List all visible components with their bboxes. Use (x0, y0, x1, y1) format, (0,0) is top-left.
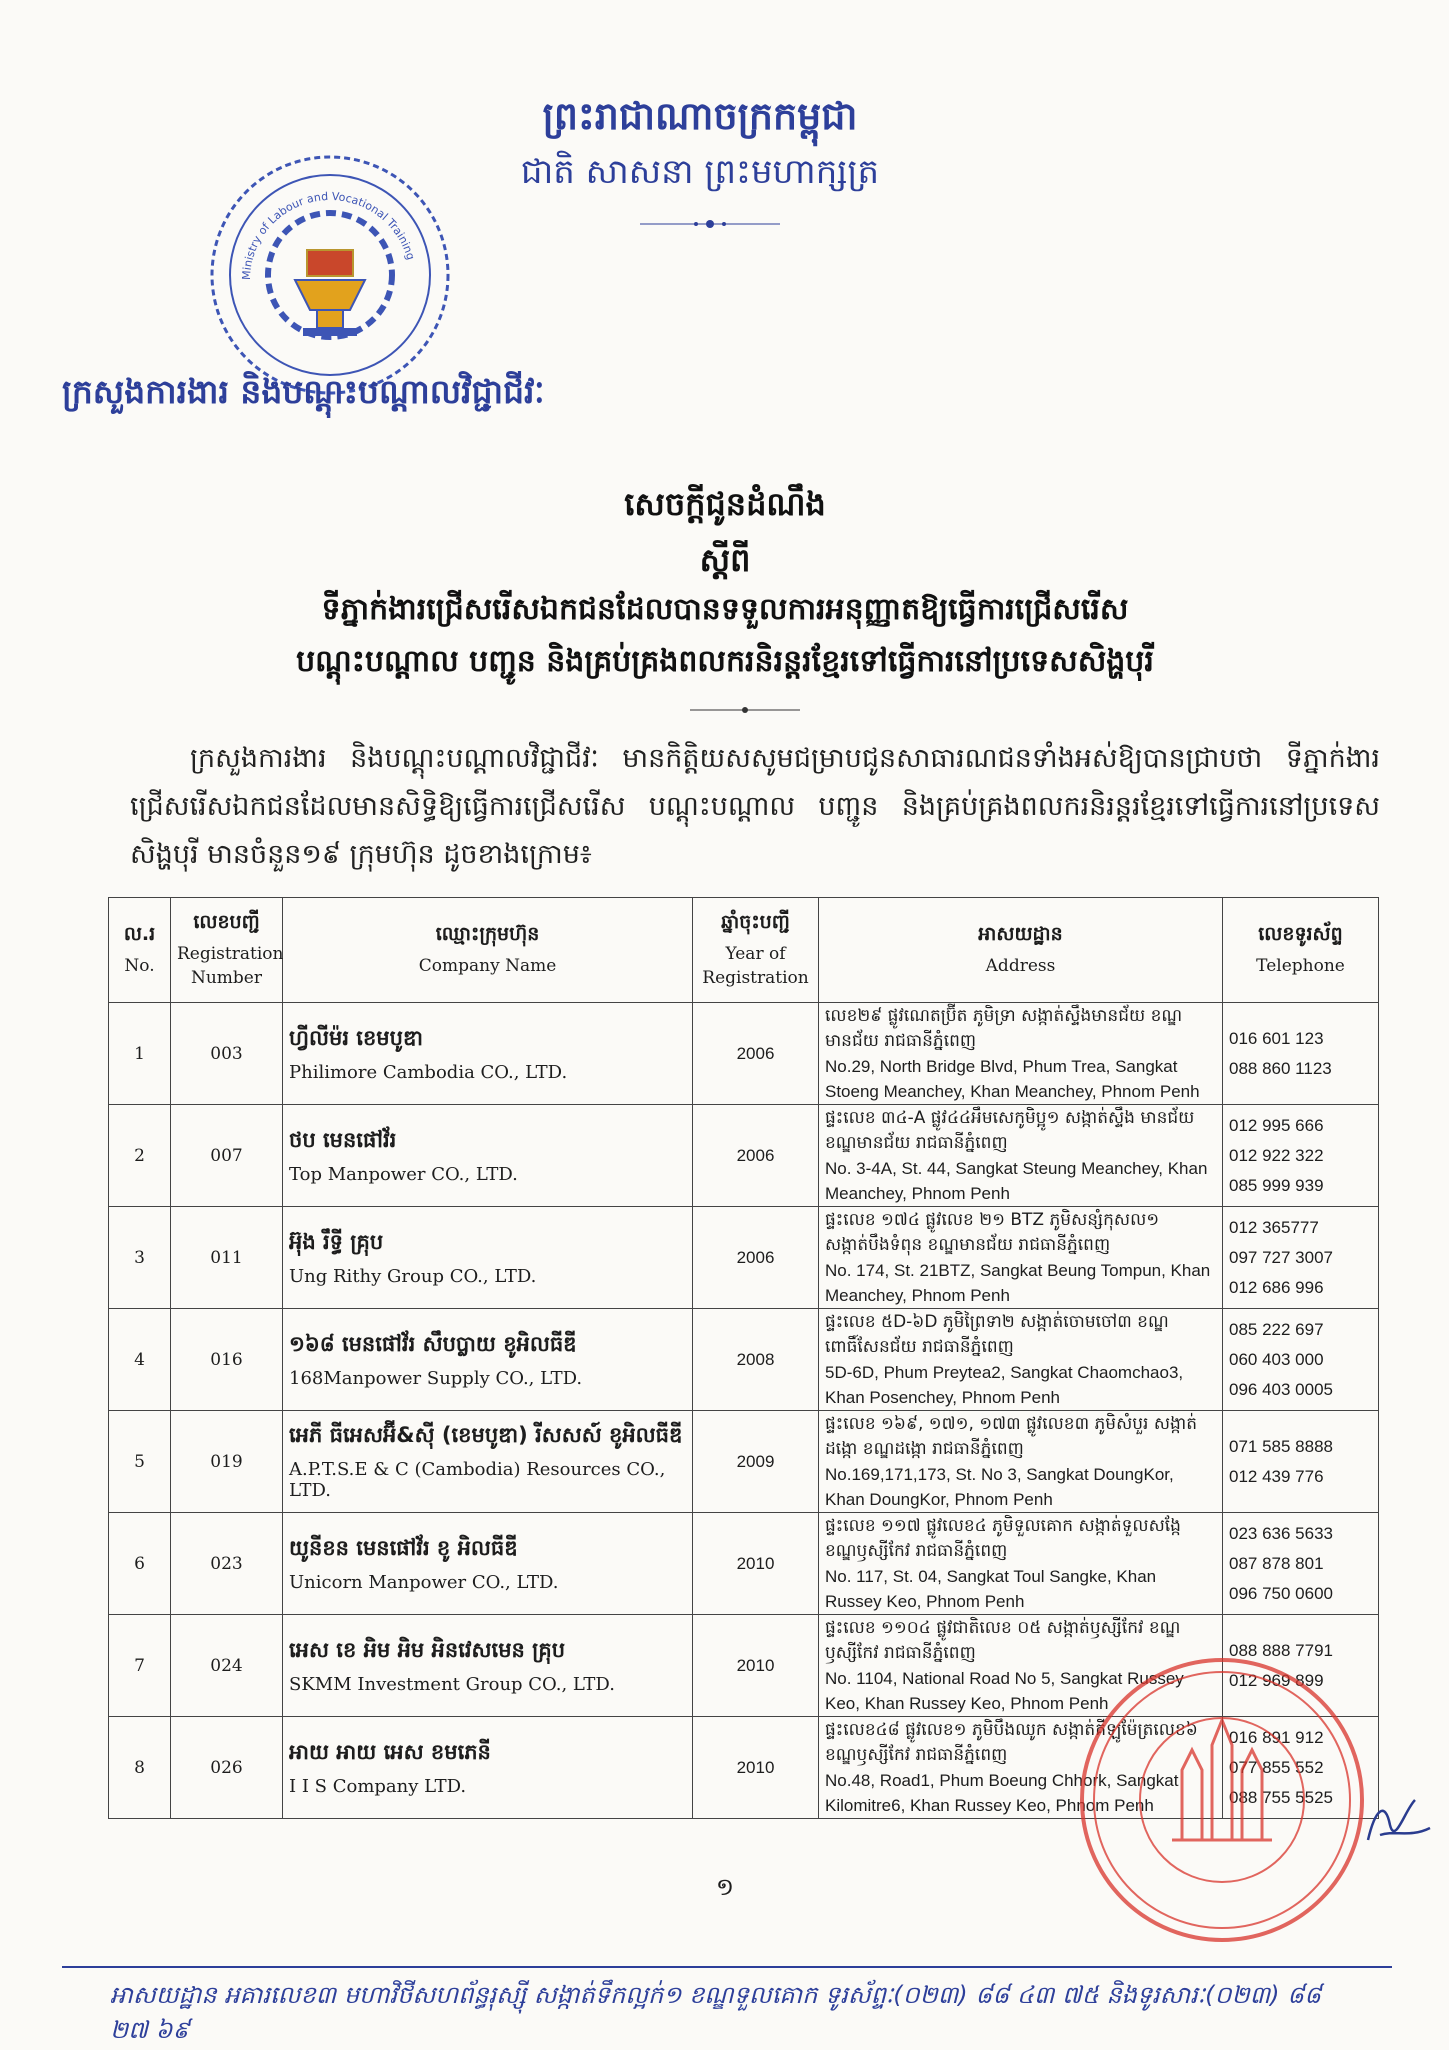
row-number: 6 (109, 1513, 171, 1615)
registration-year: 2006 (693, 1207, 819, 1309)
registration-number: 003 (171, 1003, 283, 1105)
table-row (109, 1717, 1379, 1819)
notice-subject-line-1: ទីភ្នាក់ងារជ្រើសរើសឯកជនដែលបានទទួលការអនុញ្ញាតឱ្យធ្វើការជ្រើសរើស (321, 592, 1129, 627)
table-row (109, 1411, 1379, 1513)
company-address: ផ្ទះលេខ ១១៧ ផ្លូវលេខ៤ ភូមិទួលគោក សង្កាត់ទួលសង្កែ ខណ្ឌឫស្សីកែវ រាជធានីភ្នំពេញ No. 117, St. 04, Sangkat Toul Sangke, Khan Russey Keo, Phnom Penh (819, 1513, 1223, 1615)
company-address: ផ្ទះលេខ៤៨ ផ្លូវលេខ១ ភូមិបឹងឈូក សង្កាត់គីឡូម៉ែត្រលេខ៦ ខណ្ឌឫស្សីកែវ រាជធានីភ្នំពេញ No.48, Road1, Phum Boeung Chhork, Sangkat Kilomitre6, Khan Russey Keo, Phnom Penh (819, 1717, 1223, 1819)
ministry-logo-icon (205, 150, 455, 400)
notice-subject-label: ស្តីពី (699, 541, 751, 579)
registration-year: 2009 (693, 1411, 819, 1513)
registration-number: 011 (171, 1207, 283, 1309)
company-name: យូនីខន មេនផៅវ័រ ខូ អិលធីឌី Unicorn Manpower CO., LTD. (283, 1513, 693, 1615)
company-telephone: 023 636 5633 087 878 801 096 750 0600 (1223, 1513, 1379, 1615)
table-row (109, 1309, 1379, 1411)
company-telephone: 071 585 8888 012 439 776 (1223, 1411, 1379, 1513)
row-number: 7 (109, 1615, 171, 1717)
header-telephone: លេខទូរស័ព្ទ Telephone (1223, 898, 1379, 1003)
company-address: លេខ២៩ ផ្លូវណេតប្រ៊ីត ភូមិទ្រា សង្កាត់ស្ទឹងមានជ័យ ខណ្ឌមានជ័យ រាជធានីភ្នំពេញ No.29, North Bridge Blvd, Phum Trea, Sangkat Stoeng Meanchey, Khan Meanchey, Phnom Penh (819, 1003, 1223, 1105)
registration-year: 2010 (693, 1513, 819, 1615)
company-telephone: 088 888 7791 012 969 899 (1223, 1615, 1379, 1717)
table-header-row (109, 898, 1379, 1003)
row-number: 8 (109, 1717, 171, 1819)
ornament-divider (640, 217, 780, 231)
company-telephone: 012 995 666 012 922 322 085 999 939 (1223, 1105, 1379, 1207)
intro-paragraph: ក្រសួងការងារ និងបណ្តុះបណ្តាលវិជ្ជាជីវៈ មានកិត្តិយសសូមជម្រាបជូនសាធារណជនទាំងអស់ឱ្យបានជ្រាបថា ទីភ្នាក់ងារជ្រើសរើសឯកជនដែលមានសិទ្ធិឱ្យធ្វើការជ្រើសរើស បណ្តុះបណ្តាល បញ្ជូន និងគ្រប់គ្រងពលករនិរន្តរខ្មែរទៅធ្វើការនៅប្រទេសសិង្ហបុរី មានចំនួន១៩ ក្រុមហ៊ុន ដូចខាងក្រោម៖ (130, 743, 1380, 870)
row-number: 5 (109, 1411, 171, 1513)
header-registration: លេខបញ្ជី Registration Number (171, 898, 283, 1003)
company-name: ថប មេនផៅវ័រ Top Manpower CO., LTD. (283, 1105, 693, 1207)
company-name: អាយ អាយ អេស ខមភេនី I I S Company LTD. (283, 1717, 693, 1819)
header-no: ល.រ No. (109, 898, 171, 1003)
ministry-name: ក្រសួងការងារ និងបណ្តុះបណ្តាលវិជ្ជាជីវៈ (62, 372, 545, 411)
header-year: ឆ្នាំចុះបញ្ជី Year of Registration (693, 898, 819, 1003)
notice-title: សេចក្តីជូនដំណឹង (624, 485, 826, 523)
company-address: ផ្ទះលេខ ៥D-៦D ភូមិព្រៃទា២ សង្កាត់ចោមចៅ៣ ខណ្ឌពោធិ៍សែនជ័យ រាជធានីភ្នំពេញ 5D-6D, Phum Preytea2, Sangkat Chaomchao3, Khan Posenchey, Phnom Penh (819, 1309, 1223, 1411)
company-address: ផ្ទះលេខ ១៦៩, ១៧១, ១៧៣ ផ្លូវលេខ៣ ភូមិសំបួរ សង្កាត់ដង្កោ ខណ្ឌដង្កោ រាជធានីភ្នំពេញ No.169,171,173, St. No 3, Sangkat DoungKor, Khan DoungKor, Phnom Penh (819, 1411, 1223, 1513)
company-name: ហ្វីលីម៉រ ខេមបូឌា Philimore Cambodia CO., LTD. (283, 1003, 693, 1105)
footer-address: អាសយដ្ឋាន អគារលេខ៣ មហាវិថីសហព័ន្ធរុស្ស៊ី សង្កាត់ទឹកល្អក់១ ខណ្ឌទួលគោក ទូរស័ព្ទៈ(០២៣) ៨៨ ៤៣ ៧៥ និងទូរសារៈ(០២៣) ៨៨ ២៧ ៦៩ (110, 1981, 1322, 2044)
registration-year: 2006 (693, 1003, 819, 1105)
row-number: 3 (109, 1207, 171, 1309)
registration-year: 2008 (693, 1309, 819, 1411)
table-row (109, 1003, 1379, 1105)
footer-divider (62, 1966, 1392, 1968)
table-row (109, 1207, 1379, 1309)
company-address: ផ្ទះលេខ ៣៤-A ផ្លូវ៤៤អឹមសេកូមិប្អូ១ សង្កាត់ស្ទឹង មានជ័យ ខណ្ឌមានជ័យ រាជធានីភ្នំពេញ No. 3-4A, St. 44, Sangkat Steung Meanchey, Khan Meanchey, Phnom Penh (819, 1105, 1223, 1207)
notice-subject-line-2: បណ្តុះបណ្តាល បញ្ជូន និងគ្រប់គ្រងពលករនិរន្តរខ្មែរទៅធ្វើការនៅប្រទេសសិង្ហបុរី (296, 644, 1154, 679)
title-divider (690, 705, 800, 715)
company-address: ផ្ទះលេខ ១១០៤ ផ្លូវជាតិលេខ ០៥ សង្កាត់ឫស្សីកែវ ខណ្ឌឫស្សីកែវ រាជធានីភ្នំពេញ No. 1104, National Road No 5, Sangkat Russey Keo, Khan Russey Keo, Phnom Penh (819, 1615, 1223, 1717)
registration-year: 2010 (693, 1717, 819, 1819)
registration-year: 2010 (693, 1615, 819, 1717)
national-motto: ជាតិ សាសនា ព្រះមហាក្សត្រ (520, 152, 880, 192)
registration-year: 2006 (693, 1105, 819, 1207)
kingdom-heading: ព្រះរាជាណាចក្រកម្ពុជា (542, 94, 858, 138)
company-name: ១៦៨ មេនផៅវ័រ សឹបប្លាយ ខូអិលធីឌី 168Manpower Supply CO., LTD. (283, 1309, 693, 1411)
registration-number: 016 (171, 1309, 283, 1411)
agency-table (108, 897, 1379, 1819)
company-telephone: 016 891 912 077 855 552 088 755 5525 (1223, 1717, 1379, 1819)
registration-number: 007 (171, 1105, 283, 1207)
row-number: 2 (109, 1105, 171, 1207)
header-address: អាសយដ្ឋាន Address (819, 898, 1223, 1003)
company-name: អេភី ធីអេសអ៊ី&ស៊ី (ខេមបូឌា) រីសសស៍ ខូអិលធីឌី A.P.T.S.E & C (Cambodia) Resources CO., LTD. (283, 1411, 693, 1513)
row-number: 1 (109, 1003, 171, 1105)
company-telephone: 085 222 697 060 403 000 096 403 0005 (1223, 1309, 1379, 1411)
registration-number: 026 (171, 1717, 283, 1819)
company-telephone: 016 601 123 088 860 1123 (1223, 1003, 1379, 1105)
signature-icon (1360, 1780, 1435, 1855)
registration-number: 019 (171, 1411, 283, 1513)
company-address: ផ្ទះលេខ ១៧៤ ផ្លូវលេខ ២១ BTZ ភូមិសន្សំកុសល១ សង្កាត់បឹងទំពុន ខណ្ឌមានជ័យ រាជធានីភ្នំពេញ No. 174, St. 21BTZ, Sangkat Beung Tompun, Khan Meanchey, Phnom Penh (819, 1207, 1223, 1309)
table-row (109, 1105, 1379, 1207)
logo-ring-text: Ministry of Labour and Vocational Training (239, 189, 418, 281)
company-telephone: 012 365777 097 727 3007 012 686 996 (1223, 1207, 1379, 1309)
row-number: 4 (109, 1309, 171, 1411)
header-company: ឈ្មោះក្រុមហ៊ុន Company Name (283, 898, 693, 1003)
table-row (109, 1513, 1379, 1615)
company-name: អេស ខេ អិម អិម អិនវេសមេន គ្រុប SKMM Investment Group CO., LTD. (283, 1615, 693, 1717)
table-row (109, 1615, 1379, 1717)
company-name: អ៊ុង រឹទ្ធី គ្រុប Ung Rithy Group CO., LTD. (283, 1207, 693, 1309)
registration-number: 024 (171, 1615, 283, 1717)
page-number: ១ (715, 1873, 735, 1901)
registration-number: 023 (171, 1513, 283, 1615)
